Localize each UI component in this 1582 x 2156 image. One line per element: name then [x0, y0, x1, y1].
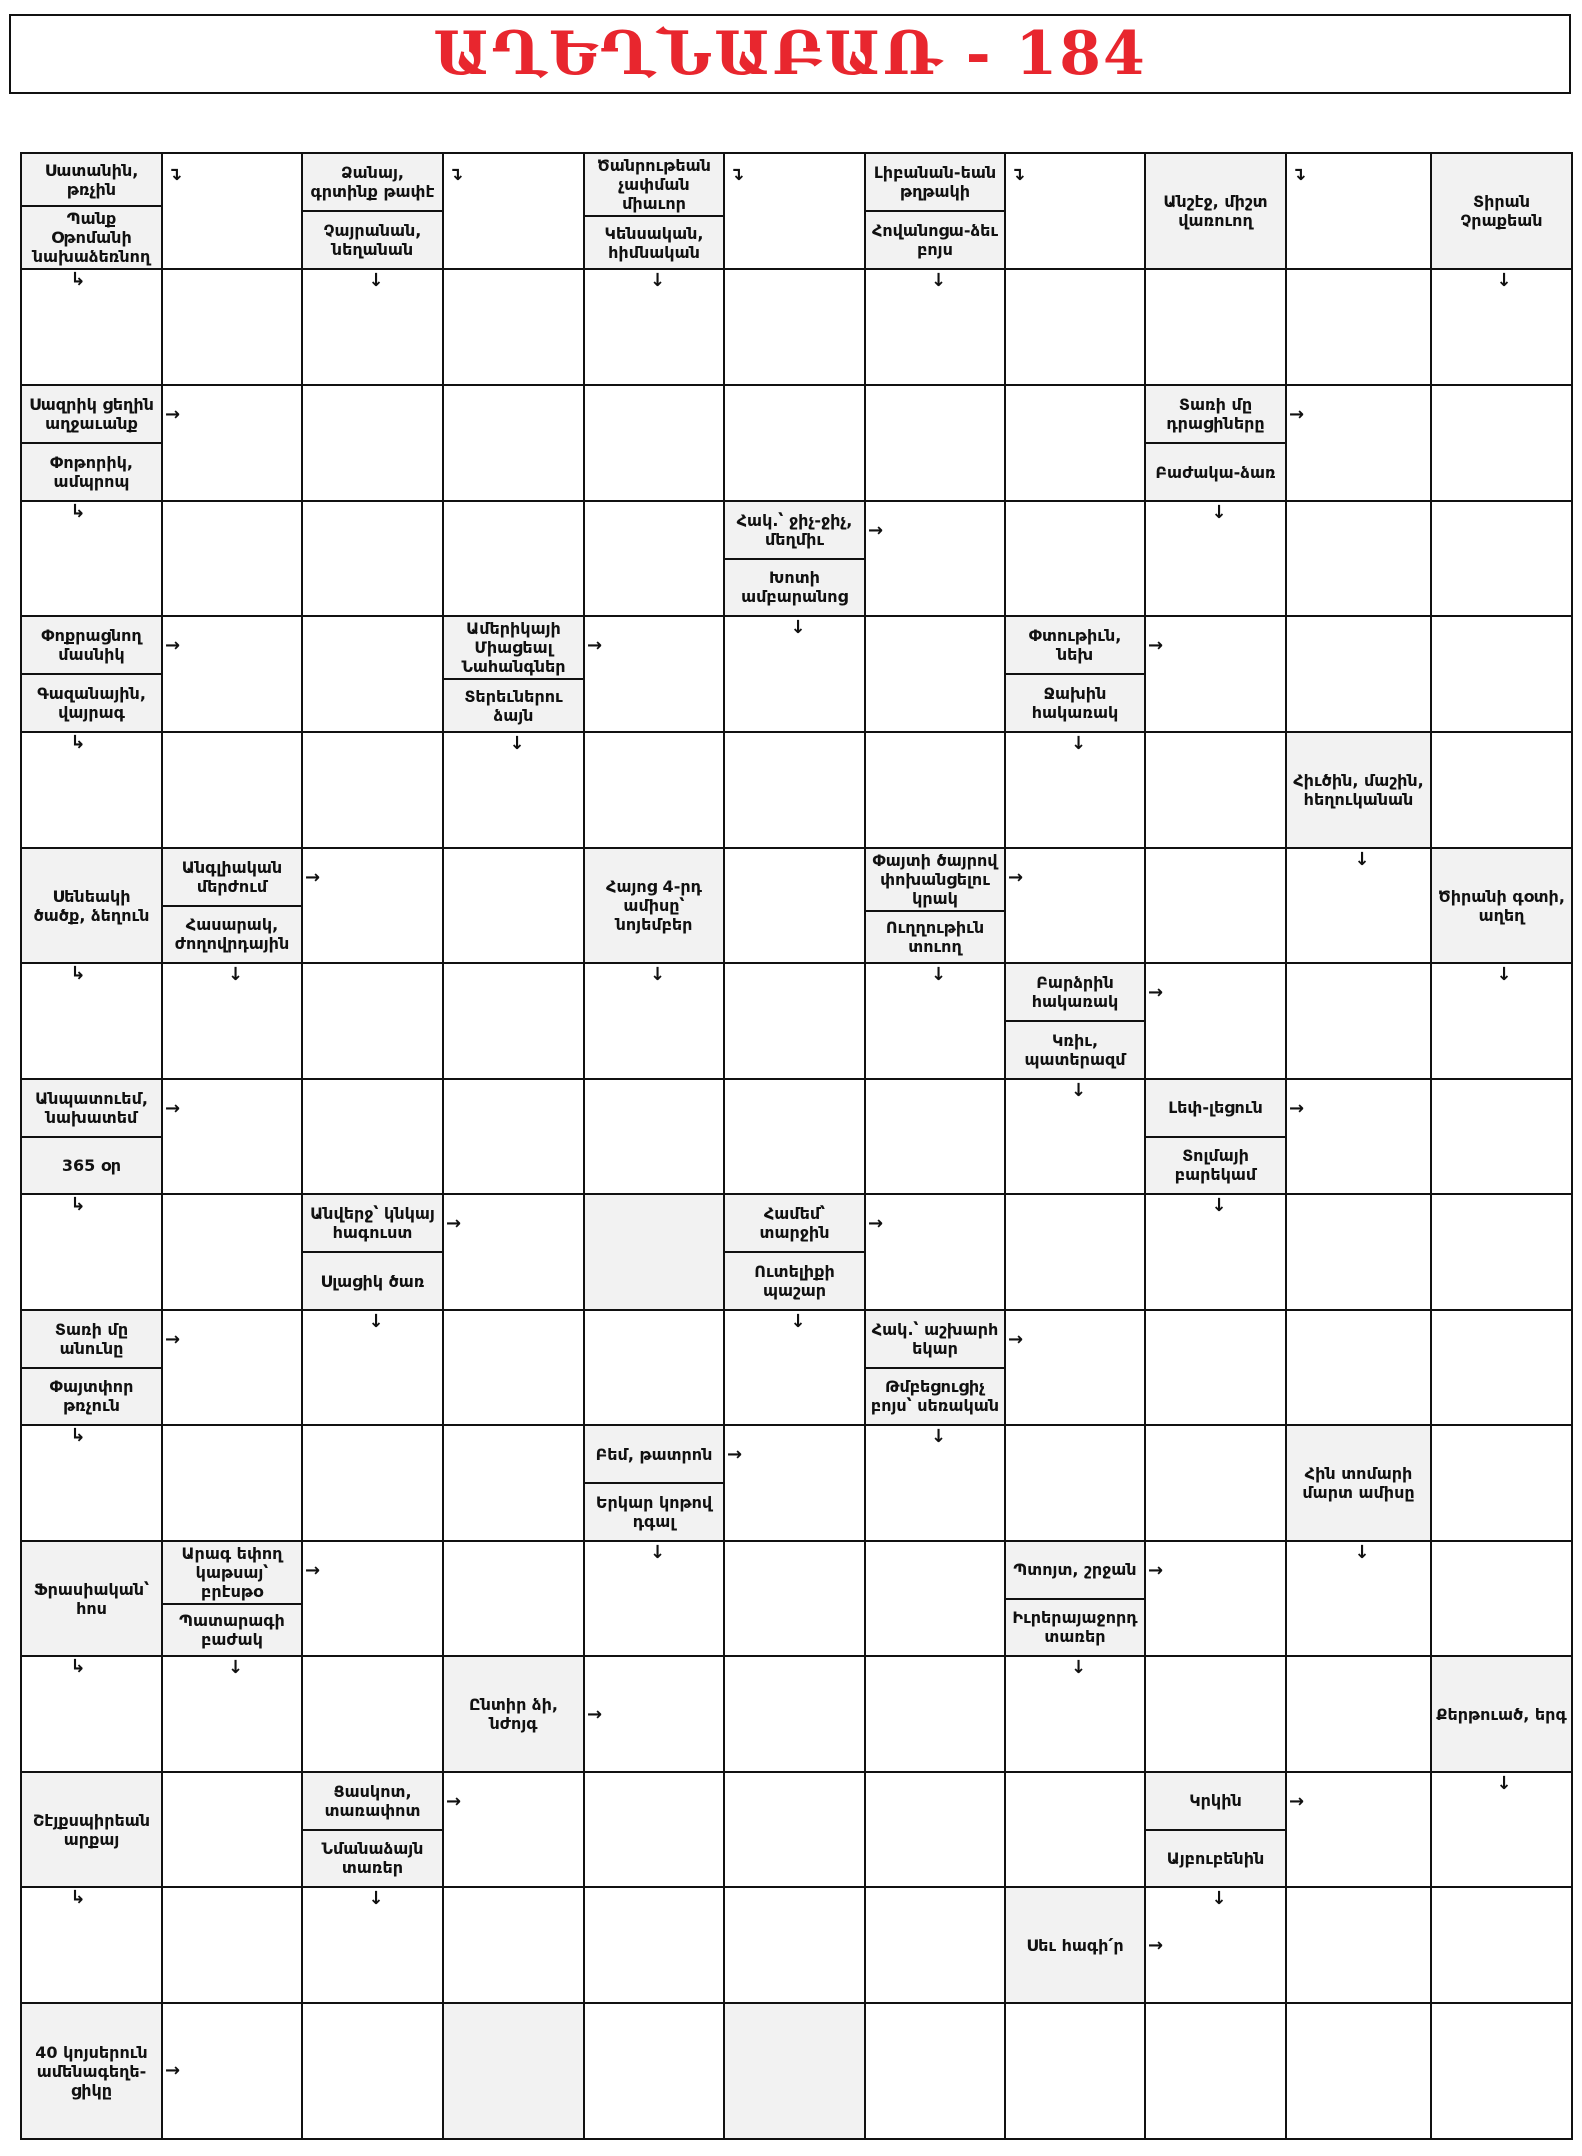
answer-cell[interactable] — [303, 386, 444, 502]
clue-text: Ամերիկայի Միացեալ Նահանգներ — [444, 617, 583, 678]
arrow-down-right-icon: ↳ — [70, 1887, 86, 1908]
clue-cell — [1006, 964, 1164, 1101]
arrow-down-icon: ↓ — [931, 270, 947, 291]
clue-cell — [444, 1657, 603, 1773]
clue-text: Ջախին հակառակ — [1006, 673, 1144, 731]
answer-cell[interactable] — [1006, 502, 1146, 617]
clue-text: Չայրանան, նեղանան — [303, 210, 442, 268]
clue-text: Կենսական, հիմնական — [585, 215, 723, 268]
clue-cell — [303, 154, 464, 291]
answer-cell[interactable] — [163, 2004, 303, 2138]
arrow-right-icon: → — [1289, 1097, 1305, 1119]
arrow-down-icon: ↓ — [1071, 1657, 1087, 1678]
answer-cell[interactable] — [1146, 270, 1287, 386]
answer-cell[interactable] — [1146, 849, 1287, 964]
clue-cell — [725, 502, 884, 638]
arrow-down-right-icon: ↳ — [70, 1656, 86, 1677]
clue-text: Իւրերայաջորդ տառեր — [1006, 1598, 1144, 1656]
arrow-down-right-icon: ↳ — [70, 963, 86, 984]
clue-text: Ձանայ, գրտինք թափէ — [303, 154, 442, 210]
answer-cell[interactable] — [1146, 964, 1287, 1080]
arrow-right-icon: → — [1148, 982, 1164, 1003]
clue-text: Պանք Օթոմանի նախաձեռնող — [22, 205, 161, 268]
answer-cell[interactable] — [585, 1888, 725, 2004]
answer-cell[interactable] — [866, 617, 1006, 733]
clue-text: Համեմ՝ տարջին — [725, 1195, 864, 1251]
arrow-right-down-icon: ↴ — [1010, 164, 1026, 185]
clue-text: Ընտիր ձի, նժոյգ — [444, 1657, 583, 1771]
clue-cell — [22, 849, 163, 984]
clue-text: Հիւծին, մաշին, հեղուկանան — [1287, 733, 1430, 847]
answer-cell[interactable] — [585, 386, 725, 502]
answer-cell[interactable] — [444, 154, 585, 270]
arrow-down-icon: ↓ — [228, 1657, 244, 1678]
clue-cell — [22, 154, 183, 290]
answer-cell[interactable] — [303, 1542, 444, 1657]
answer-cell[interactable] — [1432, 733, 1571, 849]
arrow-right-icon: → — [305, 866, 321, 888]
clue-cell — [22, 2004, 181, 2138]
answer-cell[interactable] — [725, 1080, 866, 1195]
arrow-right-icon: → — [868, 1213, 884, 1234]
answer-cell[interactable] — [1432, 617, 1571, 733]
crossword-grid — [20, 152, 1573, 2140]
clue-cell — [1006, 1888, 1164, 2004]
answer-cell[interactable] — [1146, 1657, 1287, 1773]
answer-cell[interactable] — [444, 502, 585, 617]
answer-cell[interactable] — [1006, 849, 1146, 964]
answer-cell[interactable] — [22, 964, 163, 1080]
answer-cell[interactable] — [163, 386, 303, 502]
arrow-right-icon: → — [446, 1790, 462, 1812]
clue-text: Սենեակի ծածք, ձեղուն — [22, 849, 161, 962]
arrow-down-icon: ↓ — [790, 1311, 806, 1332]
answer-cell[interactable] — [866, 386, 1006, 502]
answer-cell[interactable] — [1146, 617, 1287, 733]
arrow-right-icon: → — [1148, 635, 1164, 656]
answer-cell[interactable] — [585, 502, 725, 617]
answer-cell[interactable] — [725, 270, 866, 386]
clue-text: Նմանաձայն տառեր — [303, 1829, 442, 1887]
arrow-right-icon: → — [165, 1097, 181, 1119]
clue-text: Սատանին, թռչին — [22, 154, 161, 205]
answer-cell[interactable] — [1006, 1311, 1146, 1426]
answer-cell[interactable] — [725, 1888, 866, 2004]
arrow-right-icon: → — [1148, 1559, 1164, 1581]
arrow-down-icon: ↓ — [650, 964, 666, 985]
arrow-down-icon: ↓ — [650, 1542, 666, 1563]
arrow-down-icon: ↓ — [1211, 1195, 1227, 1216]
answer-cell[interactable] — [725, 733, 866, 849]
blocked-cell — [444, 2004, 585, 2138]
clue-cell — [585, 154, 745, 291]
clue-cell — [585, 1426, 743, 1563]
blocked-cell — [725, 2004, 866, 2138]
answer-cell[interactable] — [866, 1195, 1006, 1311]
answer-cell[interactable] — [866, 1080, 1006, 1195]
answer-cell[interactable] — [303, 1657, 444, 1773]
clue-text: Տոլմայի բարեկամ — [1146, 1136, 1285, 1194]
arrow-down-icon: ↓ — [1354, 1542, 1370, 1563]
clue-text: Ֆրասիական՝ հոս — [22, 1542, 161, 1655]
answer-cell[interactable] — [163, 1195, 303, 1311]
answer-cell[interactable] — [585, 733, 725, 849]
answer-cell[interactable] — [1432, 502, 1571, 617]
answer-cell[interactable] — [22, 1426, 163, 1542]
clue-text: Անպատուեմ, նախատեմ — [22, 1080, 161, 1136]
arrow-right-icon: → — [165, 635, 181, 656]
clue-text: Տիրան Չրաքեան — [1432, 154, 1571, 268]
clue-text: Քերթուած, երգ — [1432, 1657, 1571, 1771]
answer-cell[interactable] — [22, 1195, 163, 1311]
answer-cell[interactable] — [444, 1542, 585, 1657]
clue-cell — [866, 1311, 1024, 1447]
arrow-right-icon: → — [165, 404, 181, 425]
answer-cell[interactable] — [22, 270, 163, 386]
arrow-down-icon: ↓ — [790, 617, 806, 638]
answer-cell[interactable] — [163, 733, 303, 849]
clue-text: Անգլիական մերժում — [163, 849, 301, 905]
clue-text: Այբուբենին — [1146, 1829, 1285, 1887]
answer-cell[interactable] — [444, 964, 585, 1080]
answer-cell[interactable] — [1287, 502, 1432, 617]
answer-cell[interactable] — [22, 733, 163, 849]
clue-cell — [22, 1311, 181, 1446]
answer-cell[interactable] — [163, 502, 303, 617]
clue-text: Գազանային, վայրագ — [22, 673, 161, 731]
answer-cell[interactable] — [303, 617, 444, 733]
arrow-down-right-icon: ↳ — [70, 269, 86, 290]
answer-cell[interactable] — [444, 270, 585, 386]
clue-text: Փայտփոր թռչուն — [22, 1367, 161, 1425]
clue-text: Հին տոմարի մարտ ամիսը — [1287, 1426, 1430, 1540]
answer-cell[interactable] — [866, 733, 1006, 849]
answer-cell[interactable] — [1146, 2004, 1287, 2138]
answer-cell[interactable] — [1287, 2004, 1432, 2138]
answer-cell[interactable] — [725, 1657, 866, 1773]
arrow-down-icon: ↓ — [931, 1426, 947, 1447]
answer-cell[interactable] — [444, 1311, 585, 1426]
arrow-down-icon: ↓ — [509, 733, 525, 754]
clue-text: Հասարակ, ժողովրդային — [163, 905, 301, 963]
answer-cell[interactable] — [22, 502, 163, 617]
answer-cell[interactable] — [163, 1888, 303, 2004]
answer-cell[interactable] — [1006, 386, 1146, 502]
answer-cell[interactable] — [22, 1657, 163, 1773]
answer-cell[interactable] — [866, 1888, 1006, 2004]
answer-cell[interactable] — [866, 1773, 1006, 1888]
answer-cell[interactable] — [725, 1773, 866, 1888]
answer-cell[interactable] — [444, 1080, 585, 1195]
clue-cell — [303, 1195, 462, 1332]
clue-text: Տառի մը անունը — [22, 1311, 161, 1367]
answer-cell[interactable] — [1006, 1773, 1146, 1888]
answer-cell[interactable] — [1432, 1426, 1571, 1542]
clue-text: Հակ.՝ աշխարհ եկար — [866, 1311, 1004, 1367]
answer-cell[interactable] — [1146, 1311, 1287, 1426]
arrow-down-icon: ↓ — [228, 964, 244, 985]
clue-text: Ուտելիքի պաշար — [725, 1251, 864, 1309]
clue-text: Շէյքսպիրեան արքայ — [22, 1773, 161, 1886]
clue-cell — [22, 1080, 181, 1215]
clue-cell — [1006, 1542, 1164, 1678]
clue-text: 365 օր — [22, 1136, 161, 1194]
arrow-right-icon: → — [1289, 404, 1305, 425]
arrow-right-down-icon: ↴ — [448, 164, 464, 185]
clue-text: Արագ եփող կաթսայ՝ բրէսթօ — [163, 1542, 301, 1603]
answer-cell[interactable] — [585, 1311, 725, 1426]
answer-cell[interactable] — [1287, 1080, 1432, 1195]
answer-cell[interactable] — [585, 1773, 725, 1888]
clue-text: Ուղղութիւն տուող — [866, 910, 1004, 962]
answer-cell[interactable] — [444, 849, 585, 964]
arrow-down-icon: ↓ — [1211, 502, 1227, 523]
arrow-right-icon: → — [587, 1704, 603, 1725]
answer-cell[interactable] — [725, 964, 866, 1080]
answer-cell[interactable] — [303, 502, 444, 617]
answer-cell[interactable] — [725, 386, 866, 502]
arrow-right-icon: → — [1008, 1328, 1024, 1350]
answer-cell[interactable] — [444, 386, 585, 502]
arrow-down-icon: ↓ — [368, 270, 384, 291]
clue-text: Պատարագի բաժակ — [163, 1603, 301, 1655]
arrow-down-icon: ↓ — [368, 1888, 384, 1909]
clue-text: Լիբանան-եան թղթակի — [866, 154, 1004, 210]
answer-cell[interactable] — [444, 1888, 585, 2004]
title-box — [9, 14, 1571, 94]
answer-cell[interactable] — [1006, 154, 1146, 270]
answer-cell[interactable] — [163, 1426, 303, 1542]
answer-cell[interactable] — [725, 154, 866, 270]
clue-text: Սեւ հագի՛ր — [1006, 1888, 1144, 2002]
answer-cell[interactable] — [1287, 1195, 1432, 1311]
answer-cell[interactable] — [163, 154, 303, 270]
clue-text: Փոթորիկ, ամպրոպ — [22, 442, 161, 500]
arrow-down-icon: ↓ — [931, 964, 947, 985]
answer-cell[interactable] — [1432, 1311, 1571, 1426]
clue-text: Հովանոցա-ձեւ բոյս — [866, 210, 1004, 268]
arrow-down-icon: ↓ — [650, 270, 666, 291]
answer-cell[interactable] — [585, 617, 725, 733]
answer-cell[interactable] — [303, 733, 444, 849]
arrow-down-icon: ↓ — [1211, 1888, 1227, 1909]
clue-cell — [1146, 154, 1307, 270]
arrow-right-icon: → — [305, 1559, 321, 1581]
answer-cell[interactable] — [1006, 2004, 1146, 2138]
answer-cell[interactable] — [444, 1195, 585, 1311]
answer-cell[interactable] — [163, 270, 303, 386]
clue-cell — [22, 386, 181, 522]
blocked-cell — [585, 1195, 725, 1311]
answer-cell[interactable] — [866, 502, 1006, 617]
answer-cell[interactable] — [1432, 1542, 1571, 1657]
answer-cell[interactable] — [1432, 1080, 1571, 1195]
clue-cell — [1287, 1426, 1432, 1563]
answer-cell[interactable] — [725, 1426, 866, 1542]
arrow-right-icon: → — [727, 1444, 743, 1465]
clue-text: Սլացիկ ծառ — [303, 1251, 442, 1309]
clue-text: Ցասկոտ, տառափոտ — [303, 1773, 442, 1829]
clue-cell — [1432, 154, 1571, 291]
clue-text: Լեփ-լեցուն — [1146, 1080, 1285, 1136]
clue-text: Բեմ, թատրոն — [585, 1426, 723, 1482]
arrow-right-icon: → — [1008, 866, 1024, 888]
answer-cell[interactable] — [725, 849, 866, 964]
clue-cell — [1287, 733, 1432, 870]
clue-text: Սազրիկ ցեղին աղջաւանք — [22, 386, 161, 442]
arrow-down-icon: ↓ — [1354, 849, 1370, 870]
answer-cell[interactable] — [1146, 733, 1287, 849]
arrow-down-icon: ↓ — [1496, 270, 1512, 291]
answer-cell[interactable] — [1006, 1426, 1146, 1542]
answer-cell[interactable] — [1287, 1773, 1432, 1888]
clue-text: Երկար կոթով դգալ — [585, 1482, 723, 1540]
clue-cell — [22, 617, 181, 753]
clue-cell — [866, 154, 1026, 291]
clue-text: Անվերջ՝ կնկայ հագուստ — [303, 1195, 442, 1251]
answer-cell[interactable] — [866, 1657, 1006, 1773]
answer-cell[interactable] — [163, 1773, 303, 1888]
clue-text: Փոքրացնող մասնիկ — [22, 617, 161, 673]
page-title: ԱՂԵՂՆԱԲԱՌ - 184 — [433, 19, 1147, 89]
clue-text: Բաժակա-ձառ — [1146, 442, 1285, 500]
arrow-right-icon: → — [587, 635, 603, 656]
arrow-right-down-icon: ↴ — [1291, 164, 1307, 185]
clue-text: Ծիրանի գօտի, աղեղ — [1432, 849, 1571, 962]
answer-cell[interactable] — [163, 617, 303, 733]
arrow-down-right-icon: ↳ — [70, 732, 86, 753]
answer-cell[interactable] — [22, 1888, 163, 2004]
clue-text: Փայտի ծայրով փոխանցելու կրակ — [866, 849, 1004, 910]
clue-text: Հակ.՝ ջիչ-ջիչ, մեղմիւ — [725, 502, 864, 558]
answer-cell[interactable] — [303, 849, 444, 964]
answer-cell[interactable] — [1287, 1311, 1432, 1426]
clue-cell — [444, 617, 603, 754]
clue-cell — [163, 849, 321, 985]
answer-cell[interactable] — [1287, 386, 1432, 502]
arrow-right-icon: → — [1148, 1935, 1164, 1956]
answer-cell[interactable] — [303, 2004, 444, 2138]
arrow-right-down-icon: ↴ — [729, 164, 745, 185]
clue-text: Բարձրին հակառակ — [1006, 964, 1144, 1020]
answer-cell[interactable] — [1287, 270, 1432, 386]
clue-cell — [1006, 617, 1164, 754]
answer-cell[interactable] — [1432, 1195, 1571, 1311]
arrow-down-right-icon: ↳ — [70, 501, 86, 522]
answer-cell[interactable] — [585, 1080, 725, 1195]
clue-text: Պտոյտ, շրջան — [1006, 1542, 1144, 1598]
arrow-right-down-icon: ↴ — [167, 164, 183, 185]
clue-cell — [585, 849, 725, 985]
answer-cell[interactable] — [1432, 1888, 1571, 2004]
answer-cell[interactable] — [1287, 154, 1432, 270]
arrow-down-icon: ↓ — [1071, 733, 1087, 754]
clue-cell — [22, 1542, 163, 1677]
answer-cell[interactable] — [1287, 964, 1432, 1080]
answer-cell[interactable] — [1287, 1657, 1432, 1773]
answer-cell[interactable] — [866, 1542, 1006, 1657]
answer-cell[interactable] — [866, 2004, 1006, 2138]
clue-text: Տառի մը դրացիները — [1146, 386, 1285, 442]
arrow-right-icon: → — [165, 2060, 181, 2081]
answer-cell[interactable] — [1146, 1542, 1287, 1657]
answer-cell[interactable] — [1287, 1888, 1432, 2004]
clue-cell — [1146, 1080, 1305, 1216]
clue-cell — [1432, 1657, 1571, 1794]
arrow-right-icon: → — [868, 519, 884, 541]
clue-cell — [725, 1195, 884, 1332]
arrow-right-icon: → — [165, 1328, 181, 1350]
clue-cell — [22, 1773, 163, 1908]
answer-cell[interactable] — [585, 2004, 725, 2138]
answer-cell[interactable] — [1006, 1195, 1146, 1311]
answer-cell[interactable] — [1006, 270, 1146, 386]
answer-cell[interactable] — [1432, 386, 1571, 502]
clue-text: 40 կոյսերուն ամենագեղե-ցիկը — [22, 2004, 161, 2138]
answer-cell[interactable] — [1146, 1426, 1287, 1542]
clue-cell — [1146, 386, 1305, 523]
clue-cell — [866, 849, 1024, 985]
arrow-right-icon: → — [1289, 1790, 1305, 1812]
answer-cell[interactable] — [444, 1773, 585, 1888]
answer-cell[interactable] — [303, 1080, 444, 1195]
arrow-down-icon: ↓ — [1496, 964, 1512, 985]
clue-cell — [163, 1542, 321, 1678]
arrow-down-icon: ↓ — [368, 1311, 384, 1332]
answer-cell[interactable] — [1432, 2004, 1571, 2138]
clue-cell — [1146, 1773, 1305, 1909]
answer-cell[interactable] — [585, 1657, 725, 1773]
answer-cell[interactable] — [303, 1426, 444, 1542]
arrow-down-right-icon: ↳ — [70, 1194, 86, 1215]
arrow-down-icon: ↓ — [1071, 1080, 1087, 1101]
clue-text: Անշէջ, միշտ վառուող — [1146, 154, 1285, 268]
answer-cell[interactable] — [303, 964, 444, 1080]
clue-text: Խոտի ամբարանոց — [725, 558, 864, 616]
clue-text: Փտութիւն, նեխ — [1006, 617, 1144, 673]
answer-cell[interactable] — [163, 1080, 303, 1195]
clue-text: Կռիւ, պատերազմ — [1006, 1020, 1144, 1078]
answer-cell[interactable] — [163, 1311, 303, 1426]
arrow-right-icon: → — [446, 1213, 462, 1234]
answer-cell[interactable] — [725, 1542, 866, 1657]
arrow-down-right-icon: ↳ — [70, 1425, 86, 1446]
clue-text: Թմբեցուցիչ բոյս՝ սեռական — [866, 1367, 1004, 1425]
clue-text: Ծանրութեան չափման միաւոր — [585, 154, 723, 215]
clue-text: Հայոց 4-րդ ամիսը՝ նոյեմբեր — [585, 849, 723, 962]
clue-text: Կրկին — [1146, 1773, 1285, 1829]
arrow-down-icon: ↓ — [1496, 1773, 1512, 1794]
clue-cell — [303, 1773, 462, 1909]
clue-cell — [1432, 849, 1571, 985]
answer-cell[interactable] — [1287, 617, 1432, 733]
clue-text: Տերեւներու ձայն — [444, 678, 583, 731]
answer-cell[interactable] — [444, 1426, 585, 1542]
